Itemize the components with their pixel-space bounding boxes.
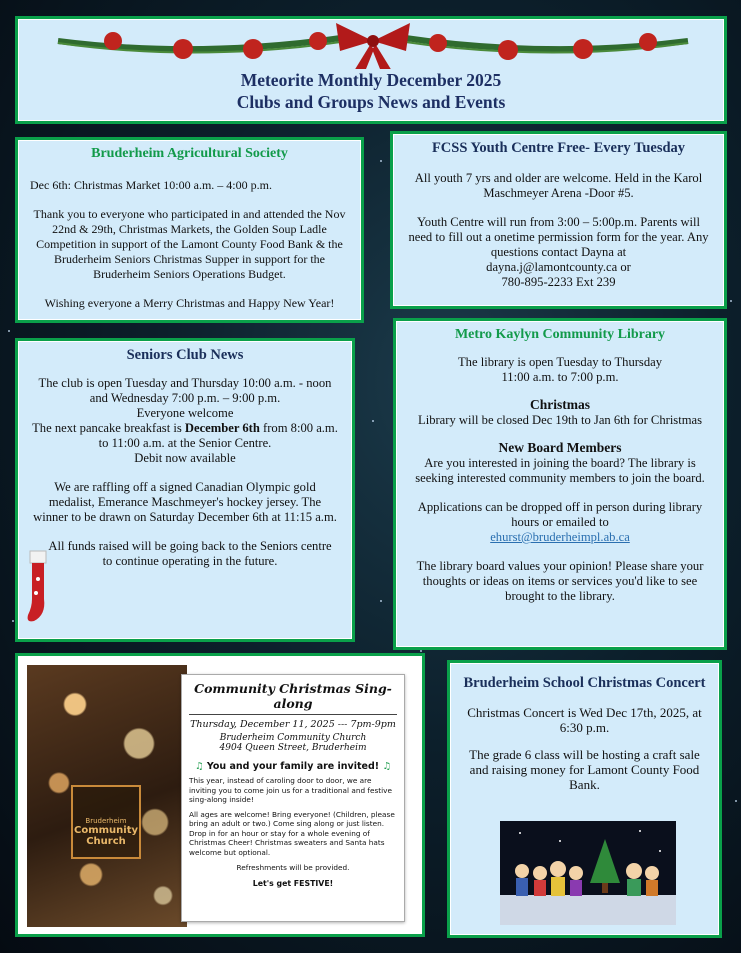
- seniors-pancake: [32, 421, 338, 451]
- fcss-text-1: All youth 7 yrs and older are welcome. Held in the Karol Maschmeyer Arena -Door #5.: [414, 171, 703, 200]
- fcss-text-2: Youth Centre will run from 3:00 – 5:00p.m. Parents will need to fill out a onetime permission form for the year. Any questions contact Dayna at: [408, 215, 709, 259]
- library-values-text: The library board values your opinion! Please share your thoughts or ideas on items or services you'd like to see brought to the library.: [416, 559, 704, 603]
- seniors-title: Seniors Club News: [126, 347, 244, 363]
- library-box: [393, 318, 727, 650]
- library-email[interactable]: ehurst@bruderheimpl.ab.ca: [490, 530, 630, 544]
- school-concert-text: Christmas Concert is Wed Dec 17th, 2025, at 6:30 p.m.: [467, 705, 702, 735]
- flyer-title: Community Christmas Sing-along: [194, 681, 392, 711]
- music-note-icon: ♫: [195, 761, 204, 772]
- library-board-heading: New Board Members: [498, 440, 622, 455]
- library-hours-1: The library is open Tuesday to Thursday: [457, 355, 663, 369]
- flyer-venue: Bruderheim Community Church: [219, 733, 367, 743]
- peanuts-christmas-image: [500, 821, 676, 925]
- flyer-text-1: This year, instead of caroling door to door, we are inviting you to come join us for a traditional and festive sing-along inside!: [189, 776, 392, 804]
- ag-society-title: Bruderheim Agricultural Society: [91, 146, 288, 161]
- flyer-card: [181, 674, 405, 922]
- flyer-text-2: All ages are welcome! Bring everyone! (Children, please bring an adult or two.) Come sing along or just listen. Drop in for an hour or stay for a whole evening of Christmas Cheer! Christmas sweaters and Santa hats welcome but optional.: [189, 809, 395, 857]
- title-line-2: Clubs and Groups News and Events: [236, 92, 506, 112]
- library-hours-2: 11:00 a.m. to 7:00 p.m.: [501, 370, 619, 384]
- garland-bow-icon: [18, 19, 724, 69]
- school-title: Bruderheim School Christmas Concert: [463, 675, 706, 691]
- music-note-icon: ♫: [382, 761, 391, 772]
- flyer-box: [15, 653, 425, 937]
- logo-line-3: Church: [86, 836, 126, 847]
- fcss-box: [390, 131, 727, 309]
- fcss-title: FCSS Youth Centre Free- Every Tuesday: [431, 140, 686, 156]
- flyer-address: 4904 Queen Street, Bruderheim: [219, 743, 367, 753]
- seniors-debit: Debit now available: [134, 451, 236, 465]
- flyer-invite: You and your family are invited!: [206, 761, 380, 772]
- seniors-box: [15, 338, 355, 642]
- fcss-phone: 780-895-2233 Ext 239: [501, 275, 616, 289]
- flyer-date: Thursday, December 11, 2025 --- 7pm-9pm: [190, 719, 396, 730]
- seniors-raffle: We are raffling off a signed Canadian Olympic gold medalist, Emerance Maschmeyer's hockey jersey. The winner to be drawn on Saturday December 6th at 11:15 a.m.: [33, 480, 337, 524]
- ag-market-text: Dec 6th: Christmas Market 10:00 a.m. – 4:00 p.m.: [30, 178, 272, 192]
- stocking-icon: [24, 549, 50, 627]
- newsletter-title: [18, 69, 724, 113]
- flyer-refreshments: Refreshments will be provided.: [236, 863, 350, 872]
- library-apply-text: Applications can be dropped off in person during library hours or emailed to: [417, 500, 703, 529]
- church-logo: [71, 785, 141, 859]
- seniors-hours: The club is open Tuesday and Thursday 10:00 a.m. - noon and Wednesday 7:00 p.m. – 9:00 p.m.: [38, 376, 332, 405]
- flyer-festive: Let's get FESTIVE!: [252, 879, 334, 888]
- library-board-text: Are you interested in joining the board? The library is seeking interested community members to join the board.: [415, 456, 705, 485]
- seniors-funds: All funds raised will be going back to the Seniors centre to continue operating in the future.: [48, 539, 332, 568]
- library-title: Metro Kaylyn Community Library: [454, 327, 666, 342]
- seniors-welcome: Everyone welcome: [136, 406, 234, 420]
- fcss-email: dayna.j@lamontcounty.ca or: [486, 260, 631, 274]
- logo-line-2: Community: [73, 825, 138, 836]
- flyer-invite-row: [189, 761, 397, 772]
- flyer-divider: [189, 714, 397, 715]
- header-box: [15, 16, 727, 124]
- ag-wishes-text: Wishing everyone a Merry Christmas and Happy New Year!: [44, 296, 335, 310]
- pancake-post: from 8:00 a.m. to 11:00 a.m. at the Senior Centre.: [98, 421, 338, 450]
- school-box: [447, 660, 722, 938]
- library-christmas-heading: Christmas: [530, 397, 590, 412]
- logo-line-1: Bruderheim: [85, 817, 127, 825]
- ag-thanks-text: Thank you to everyone who participated in and attended the Nov 22nd & 29th, Christmas Markets, the Golden Soup Ladle Competition in support of the Lamont County Food Bank & the Bruderheim Seniors Christmas Supper in support for the Bruderheim Seniors Operations Budget.: [33, 207, 346, 281]
- school-craft-text: The grade 6 class will be hosting a craft sale and raising money for Lamont County Food Bank.: [469, 747, 700, 792]
- library-email-link[interactable]: [406, 530, 714, 545]
- pancake-pre: The next pancake breakfast is: [32, 421, 182, 435]
- bokeh-image: [27, 665, 187, 927]
- title-line-1: Meteorite Monthly December 2025: [240, 70, 502, 90]
- pancake-date: December 6th: [184, 421, 260, 435]
- library-christmas-text: Library will be closed Dec 19th to Jan 6th for Christmas: [418, 413, 702, 427]
- ag-society-box: [15, 137, 364, 323]
